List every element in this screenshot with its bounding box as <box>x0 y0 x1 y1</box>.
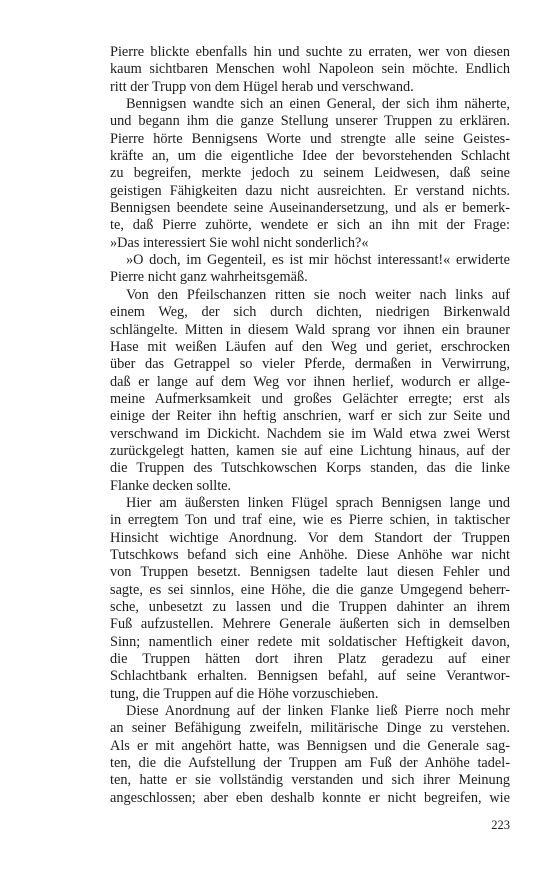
text-line: te, daß Pierre zuhörte, wendete er sich an ihn mit der Frage: <box>110 217 510 234</box>
text-line: Flanke decken sollte. <box>110 477 232 494</box>
paragraph <box>110 44 510 96</box>
text-line: Bennigsen wandte sich an einen General, der sich ihm näherte, <box>126 96 510 113</box>
text-line: Bennigsen beendete seine Auseinandersetzung, und als er bemerk- <box>110 200 510 217</box>
page-number: 223 <box>491 818 510 832</box>
paragraph <box>110 703 510 807</box>
text-line: angeschlossen; aber eben deshalb konnte er nicht begreifen, wie <box>110 789 510 806</box>
text-line: Pierre hörte Bennigsens Worte und strengte alle seine Geistes- <box>110 130 510 147</box>
text-line: einige der Reiter ihn heftig anschrien, warf er sich zur Seite und <box>110 408 510 425</box>
text-line: zurückgelegt hatten, kamen sie auf eine Lichtung hinaus, auf der <box>110 442 510 459</box>
text-line: sche, unbesetzt zu lassen und die Truppen dahinter an ihrem <box>110 599 510 615</box>
text-line: und begann ihm die ganze Stellung unserer Truppen zu erklären. <box>110 113 510 130</box>
text-line: zu begreifen, merkte jedoch zu seinem Leidwesen, daß seine <box>110 165 510 182</box>
text-line: Hase mit weißen Läufen auf den Weg und geriet, erschrocken <box>110 338 510 355</box>
text-line: kräfte an, um die eigentliche Idee der bevorstehenden Schlacht <box>110 148 510 165</box>
text-line: ritt der Trupp von dem Hügel herab und verschwand. <box>110 78 414 95</box>
text-line: die Truppen hätten dort ihren Platz geradezu auf einer <box>110 651 510 668</box>
text-line: geistigen Fähigkeiten dazu nicht ausreichten. Er verstand nichts. <box>110 182 510 199</box>
paragraph <box>110 287 510 495</box>
text-line: Sinn; namentlich einer redete mit soldatischer Heftigkeit davon, <box>110 633 510 650</box>
text-line: Pierre nicht ganz wahrheitsgemäß. <box>110 269 308 286</box>
text-line: Tutschkows befand sich eine Anhöhe. Diese Anhöhe war nicht <box>110 546 510 563</box>
paragraph <box>110 96 510 252</box>
text-line: die Truppen des Tutschkowschen Korps standen, das die linke <box>110 460 510 477</box>
paragraph <box>110 252 510 287</box>
text-line: kaum sichtbaren Menschen wohl Napoleon sein möchte. Endlich <box>110 61 510 78</box>
text-line: ten, hatte er sie vollständig verstanden und sich ihrer Meinung <box>110 772 510 789</box>
text-line: Als er mit angehört hatte, was Bennigsen und die Generale sag- <box>110 737 510 754</box>
text-line: Pierre blickte ebenfalls hin und suchte zu erraten, wer von diesen <box>110 44 510 60</box>
body-text <box>110 44 510 807</box>
text-line: einem Weg, der sich durch dichten, niedrigen Birkenwald <box>110 304 510 321</box>
text-line: verschwand im Dickicht. Nachdem sie im Wald etwa zwei Werst <box>110 425 510 442</box>
text-line: Diese Anordnung auf der linken Flanke ließ Pierre noch mehr <box>126 703 510 720</box>
text-line: schlängelte. Mitten in diesem Wald sprang vor ihnen ein brauner <box>110 321 510 338</box>
text-line: tung, die Truppen auf die Höhe vorzuschieben. <box>110 685 379 702</box>
text-line: ten, die die Aufstellung der Truppen am Fuß der Anhöhe tadel- <box>110 755 510 772</box>
text-line: an seiner Befähigung zweifeln, militärische Dinge zu verstehen. <box>110 720 510 737</box>
text-line: Hinsicht wichtige Anordnung. Vor dem Standort der Truppen <box>110 529 510 546</box>
text-line: Schlachtbank erhalten. Bennigsen befahl, auf seine Verantwor- <box>110 668 510 685</box>
text-line: Von den Pfeilschanzen ritten sie noch weiter nach links auf <box>126 286 510 303</box>
text-line: über das Getrappel so vieler Pferde, dermaßen in Verwirrung, <box>110 356 510 373</box>
text-line: sagte, es sei sinnlos, eine Höhe, die die ganze Umgegend beherr- <box>110 581 510 598</box>
text-line: in erregtem Ton und traf eine, wie es Pierre schien, in taktischer <box>110 512 510 529</box>
text-line: meine Aufmerksamkeit und großes Gelächter erregte; erst als <box>110 390 510 407</box>
paragraph <box>110 495 510 703</box>
text-line: Fuß aufzustellen. Mehrere Generale äußerten sich in demselben <box>110 616 510 633</box>
text-line: Hier am äußersten linken Flügel sprach Bennigsen lange und <box>126 494 510 511</box>
text-line: daß er lange auf dem Weg vor ihnen herlief, wodurch er allge- <box>110 373 510 390</box>
text-line: »O doch, im Gegenteil, es ist mir höchst interessant!« erwiderte <box>126 252 510 269</box>
text-line: von Truppen besetzt. Bennigsen tadelte laut diesen Fehler und <box>110 564 510 581</box>
text-line: »Das interessiert Sie wohl nicht sonderlich?« <box>110 234 369 251</box>
